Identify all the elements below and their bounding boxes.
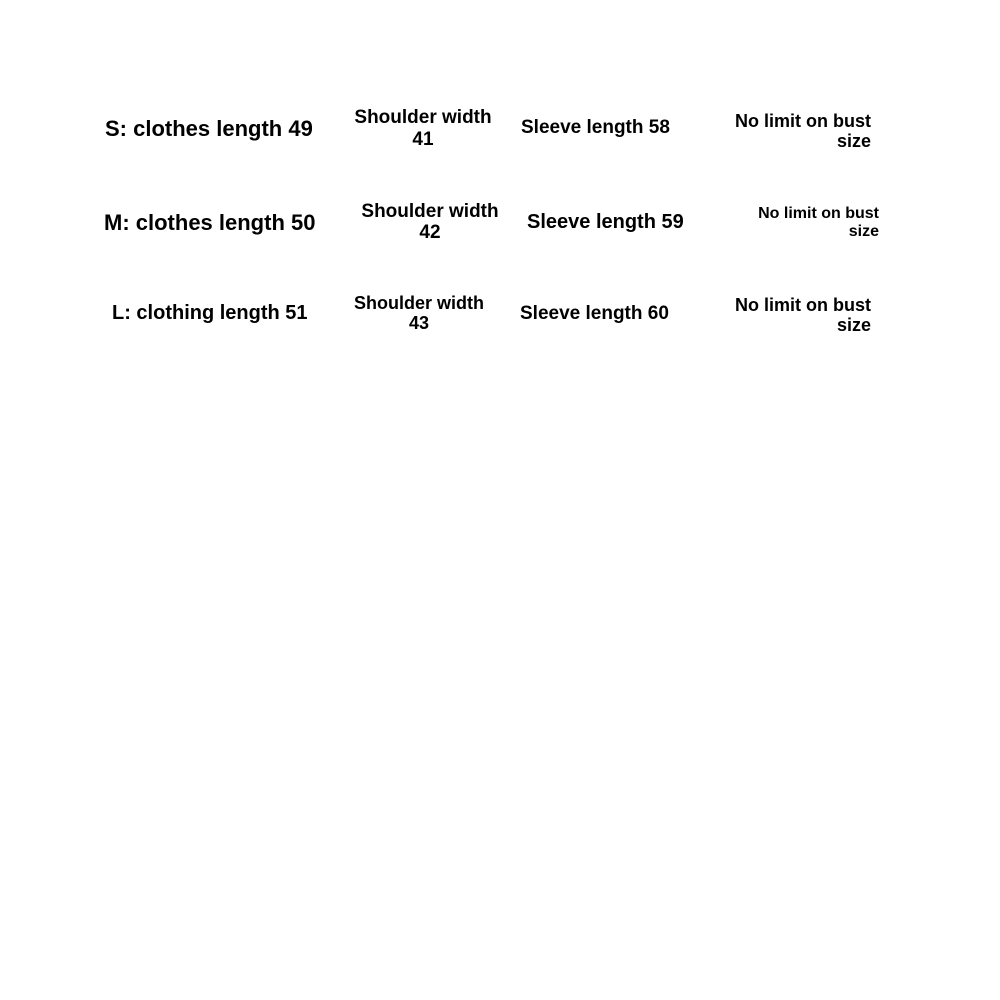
size-s-bust-line1: No limit on bust bbox=[735, 111, 871, 131]
size-s-shoulder-width bbox=[348, 108, 498, 149]
size-m-bust-line2: size bbox=[848, 223, 879, 240]
size-m-shoulder-width bbox=[354, 202, 506, 242]
size-l-shoulder-width bbox=[348, 294, 490, 332]
size-l-clothing-length-text: L: clothing length 51 bbox=[112, 302, 308, 324]
size-m-sleeve-length-text: Sleeve length 59 bbox=[527, 211, 684, 233]
size-l-bust-line2: size bbox=[836, 315, 871, 335]
size-l-bust-line1: No limit on bust bbox=[735, 295, 871, 315]
size-s-sleeve-length-text: Sleeve length 58 bbox=[521, 117, 670, 138]
size-m-shoulder-label: Shoulder width bbox=[361, 201, 499, 222]
size-l-sleeve-length-text: Sleeve length 60 bbox=[520, 303, 669, 324]
size-s-shoulder-label: Shoulder width bbox=[354, 107, 492, 128]
size-l-clothing-length bbox=[112, 303, 308, 323]
size-s-shoulder-value: 41 bbox=[412, 129, 434, 150]
size-chart bbox=[0, 0, 1000, 360]
size-s-bust-line2: size bbox=[836, 131, 871, 151]
size-s-sleeve-length bbox=[521, 118, 670, 137]
size-m-sleeve-length bbox=[527, 212, 684, 232]
size-s-clothes-length bbox=[105, 118, 313, 140]
size-l-shoulder-value: 43 bbox=[408, 313, 430, 333]
size-s-clothes-length-text: S: clothes length 49 bbox=[105, 116, 313, 141]
size-m-clothes-length bbox=[104, 212, 315, 234]
size-l-sleeve-length bbox=[520, 304, 669, 323]
size-s-bust-note bbox=[724, 112, 871, 150]
size-l-bust-note bbox=[724, 296, 871, 334]
size-m-bust-line1: No limit on bust bbox=[758, 205, 879, 222]
size-m-clothes-length-text: M: clothes length 50 bbox=[104, 210, 316, 235]
size-m-shoulder-value: 42 bbox=[419, 222, 441, 243]
size-l-shoulder-label: Shoulder width bbox=[354, 293, 484, 313]
size-m-bust-note bbox=[748, 206, 879, 240]
